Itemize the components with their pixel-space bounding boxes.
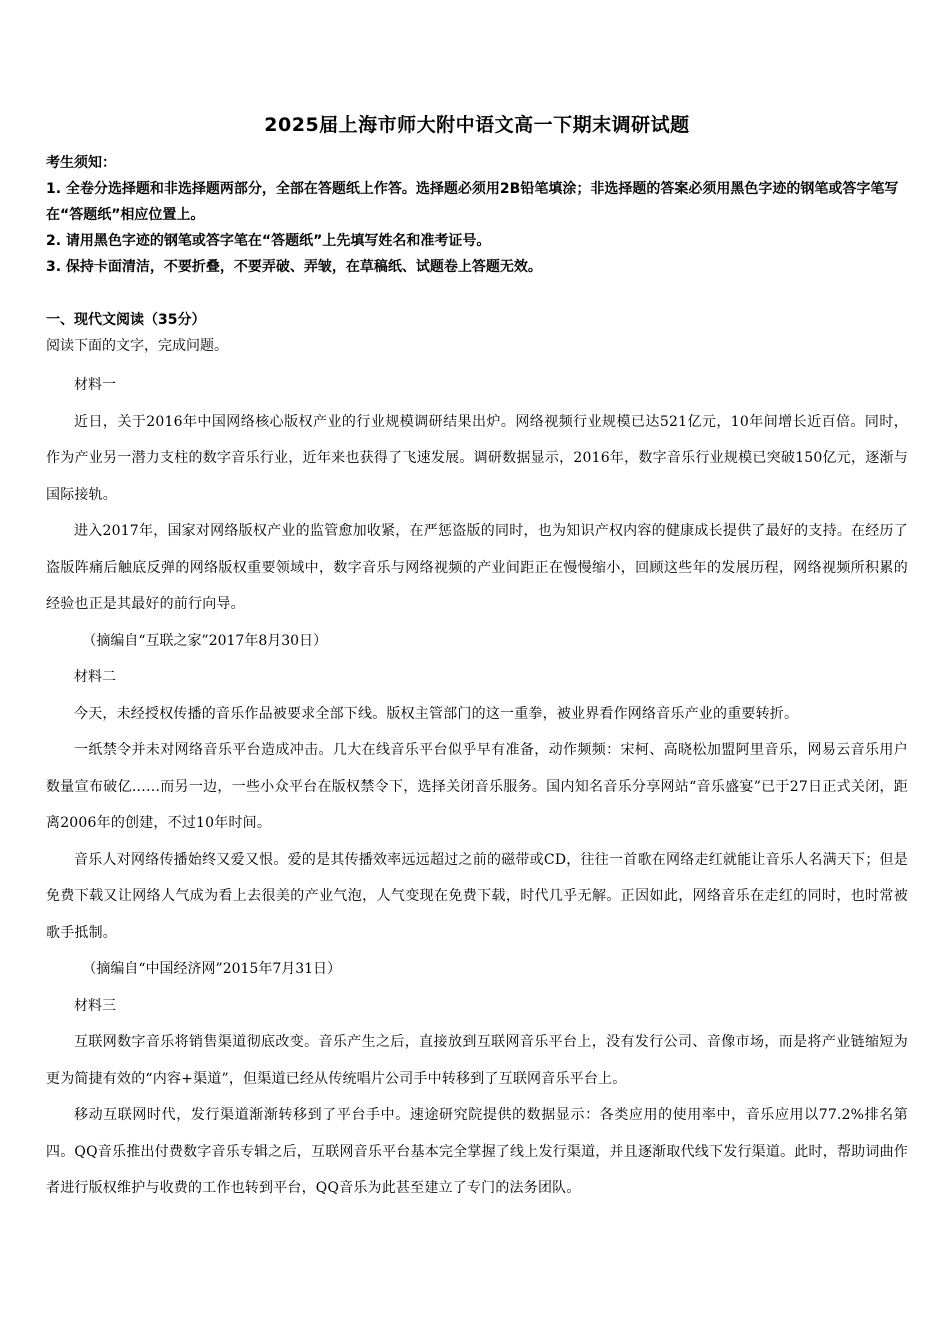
- material-3: [46, 988, 908, 1207]
- paragraph: 进入2017年，国家对网络版权产业的监管愈加收紧，在严惩盗版的同时，也为知识产权内容的健康成长提供了最好的支持。在经历了盗版阵痛后触底反弹的网络版权重要领域中，数字音乐与网络视频的产业间距正在慢慢缩小，回顾这些年的发展历程，网络视频所积累的经验也正是其最好的前行向导。: [46, 523, 908, 612]
- notice-heading: 考生须知：: [46, 155, 116, 171]
- notice-item-2: 2. 请用黑色字迹的钢笔或答字笔在“答题纸”上先填写姓名和准考证号。: [46, 233, 491, 249]
- material-label: 材料三: [74, 997, 116, 1014]
- notice-item-1: 1. 全卷分选择题和非选择题两部分，全部在答题纸上作答。选择题必须用2B铅笔填涂；非选择题的答案必须用黑色字迹的钢笔或答字笔写在“答题纸”相应位置上。: [46, 181, 899, 223]
- paragraph: 近日，关于2016年中国网络核心版权产业的行业规模调研结果出炉。网络视频行业规模已达521亿元，10年间增长近百倍。同时，作为产业另一潜力支柱的数字音乐行业，近年来也获得了飞速发展。调研数据显示，2016年，数字音乐行业规模已突破150亿元，逐渐与国际接轨。: [46, 413, 908, 503]
- candidate-notice: [46, 150, 908, 280]
- exam-page: [46, 110, 908, 1207]
- paragraph: 互联网数字音乐将销售渠道彻底改变。音乐产生之后，直接放到互联网音乐平台上，没有发行公司、音像市场，而是将产业链缩短为更为简捷有效的“内容+渠道”，但渠道已经从传统唱片公司手中转移到了互联网音乐平台上。: [46, 1034, 908, 1087]
- material-source: （摘编自“互联之家”2017年8月30日）: [82, 632, 328, 649]
- material-source: （摘编自“中国经济网”2015年7月31日）: [82, 961, 342, 977]
- notice-item-3: 3. 保持卡面清洁，不要折叠，不要弄破、弄皱，在草稿纸、试题卷上答题无效。: [46, 259, 542, 275]
- section-title: 一、现代文阅读（35分）: [46, 312, 206, 328]
- exam-title: 2025届上海市师大附中语文高一下期末调研试题: [264, 114, 690, 136]
- material-1: [46, 367, 908, 659]
- paragraph: 今天，未经授权传播的音乐作品被要求全部下线。版权主管部门的这一重拳，被业界看作网络音乐产业的重要转折。: [74, 705, 799, 722]
- material-label: 材料一: [74, 377, 116, 393]
- paragraph: 移动互联网时代，发行渠道渐渐转移到了平台手中。速途研究院提供的数据显示：各类应用的使用率中，音乐应用以77.2%排名第四。QQ音乐推出付费数字音乐专辑之后，互联网音乐平台基本完全掌握了线上发行渠道，并且逐渐取代线下发行渠道。此时，帮助词曲作者进行版权维护与收费的工作也转到平台，QQ音乐为此甚至建立了专门的法务团队。: [46, 1107, 908, 1196]
- paragraph: 音乐人对网络传播始终又爱又恨。爱的是其传播效率远远超过之前的磁带或CD，往往一首歌在网络走红就能让音乐人名满天下；但是免费下载又让网络人气成为看上去很美的产业气泡，人气变现在免费下载，时代几乎无解。正因如此，网络音乐在走红的同时，也时常被歌手抵制。: [46, 851, 908, 941]
- material-2: [46, 659, 908, 988]
- paragraph: 一纸禁令并未对网络音乐平台造成冲击。几大在线音乐平台似乎早有准备，动作频频：宋柯、高晓松加盟阿里音乐，网易云音乐用户数量宣布破亿……而另一边，一些小众平台在版权禁令下，选择关闭音乐服务。国内知名音乐分享网站“音乐盛宴”已于27日正式关闭，距离2006年的创建，不过10年时间。: [46, 742, 908, 831]
- section-intro: 阅读下面的文字，完成问题。: [46, 338, 228, 354]
- material-label: 材料二: [74, 669, 116, 685]
